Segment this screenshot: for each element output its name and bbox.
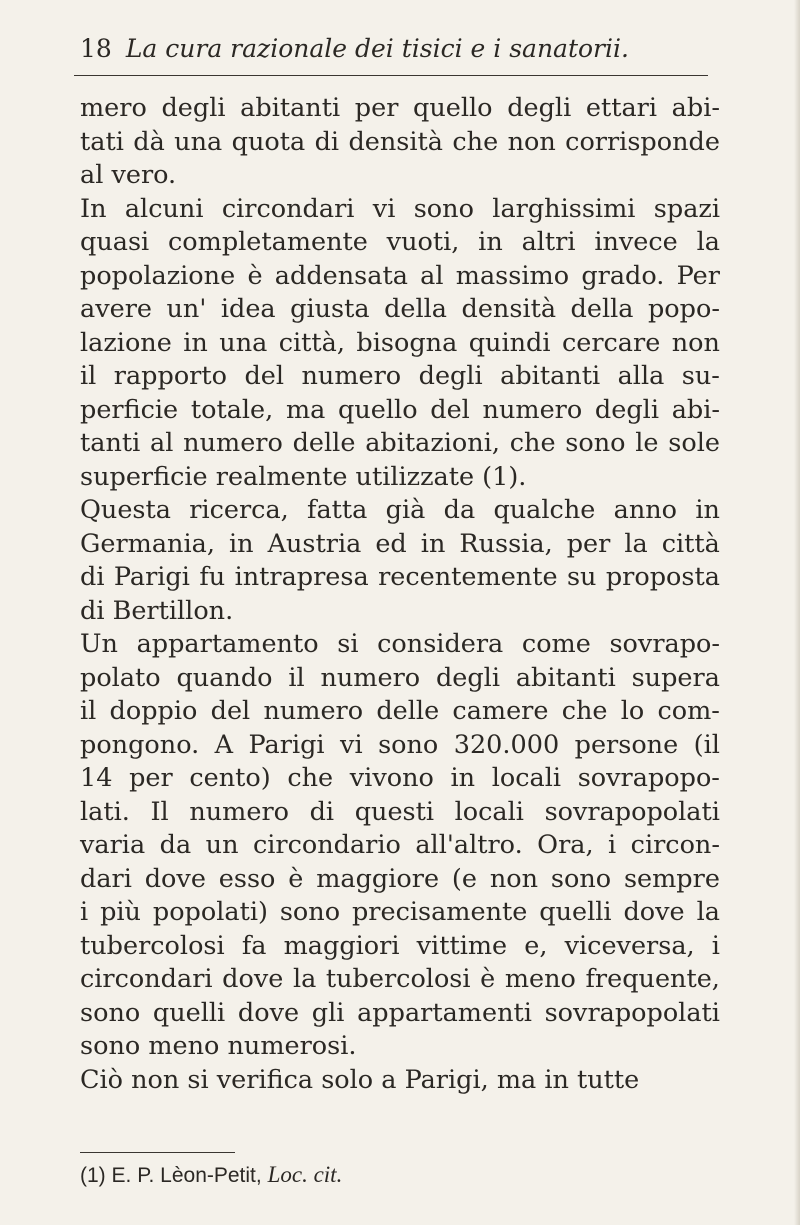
text-line: al vero. xyxy=(80,160,177,190)
text-line: tati dà una quota di densità che non corrisponde xyxy=(80,126,720,157)
footnote-author: E. P. Lèon-Petit, xyxy=(111,1164,262,1187)
text-line: il doppio del numero delle camere che lo com- xyxy=(80,696,720,726)
text-line: Questa ricerca, fatta già da qualche anno in xyxy=(80,495,720,525)
text-line: circondari dove la tubercolosi è meno frequente, xyxy=(80,964,720,994)
text-line: 14 per cento) che vivono in locali sovrapopo- xyxy=(80,763,720,793)
text-line: In alcuni circondari vi sono larghissimi spazi xyxy=(80,193,720,224)
text-line: mero degli abitanti per quello degli ettari abi- xyxy=(80,93,720,123)
text-line: tanti al numero delle abitazioni, che sono le sole xyxy=(80,428,720,458)
text-line: sono quelli dove gli appartamenti sovrapopolati xyxy=(80,997,720,1028)
text-line: Ciò non si verifica solo a Parigi, ma in tutte xyxy=(80,1064,640,1095)
text-line: di Parigi fu intrapresa recentemente su proposta xyxy=(80,562,720,592)
text-line: perficie totale, ma quello del numero degli abi- xyxy=(80,394,720,425)
text-line: i più popolati) sono precisamente quelli dove la xyxy=(80,897,720,927)
footnote xyxy=(80,1162,342,1189)
text-line: dari dove esso è maggiore (e non sono sempre xyxy=(80,863,720,894)
text-line: popolazione è addensata al massimo grado. Per xyxy=(80,260,720,291)
body-text xyxy=(80,92,720,1097)
text-line: Germania, in Austria ed in Russia, per la città xyxy=(80,528,720,559)
text-line: il rapporto del numero degli abitanti alla su- xyxy=(80,361,720,391)
text-line: lazione in una città, bisogna quindi cercare non xyxy=(80,327,720,358)
text-line: polato quando il numero degli abitanti supera xyxy=(80,662,720,693)
page-number: 18 xyxy=(80,34,112,63)
footnote-marker: (1) xyxy=(80,1164,106,1187)
footnote-reference: Loc. cit. xyxy=(267,1162,343,1187)
text-line: di Bertillon. xyxy=(80,595,234,626)
running-title: La cura razionale dei tisici e i sanatorii. xyxy=(125,34,629,63)
header-rule xyxy=(74,75,708,76)
text-line: pongono. A Parigi vi sono 320.000 persone (il xyxy=(80,729,720,760)
footnote-rule xyxy=(80,1152,235,1153)
running-header xyxy=(80,34,720,64)
text-line: Un appartamento si considera come sovrapo- xyxy=(80,629,720,659)
text-line: lati. Il numero di questi locali sovrapopolati xyxy=(80,796,720,827)
text-line: quasi completamente vuoti, in altri invece la xyxy=(80,227,720,257)
text-line: tubercolosi fa maggiori vittime e, viceversa, i xyxy=(80,930,720,961)
text-line: sono meno numerosi. xyxy=(80,1031,357,1061)
page-edge-shadow xyxy=(794,0,800,1225)
text-line: superficie realmente utilizzate (1). xyxy=(80,461,527,492)
text-line: varia da un circondario all'altro. Ora, i circon- xyxy=(80,830,720,860)
text-line: avere un' idea giusta della densità della popo- xyxy=(80,294,720,324)
